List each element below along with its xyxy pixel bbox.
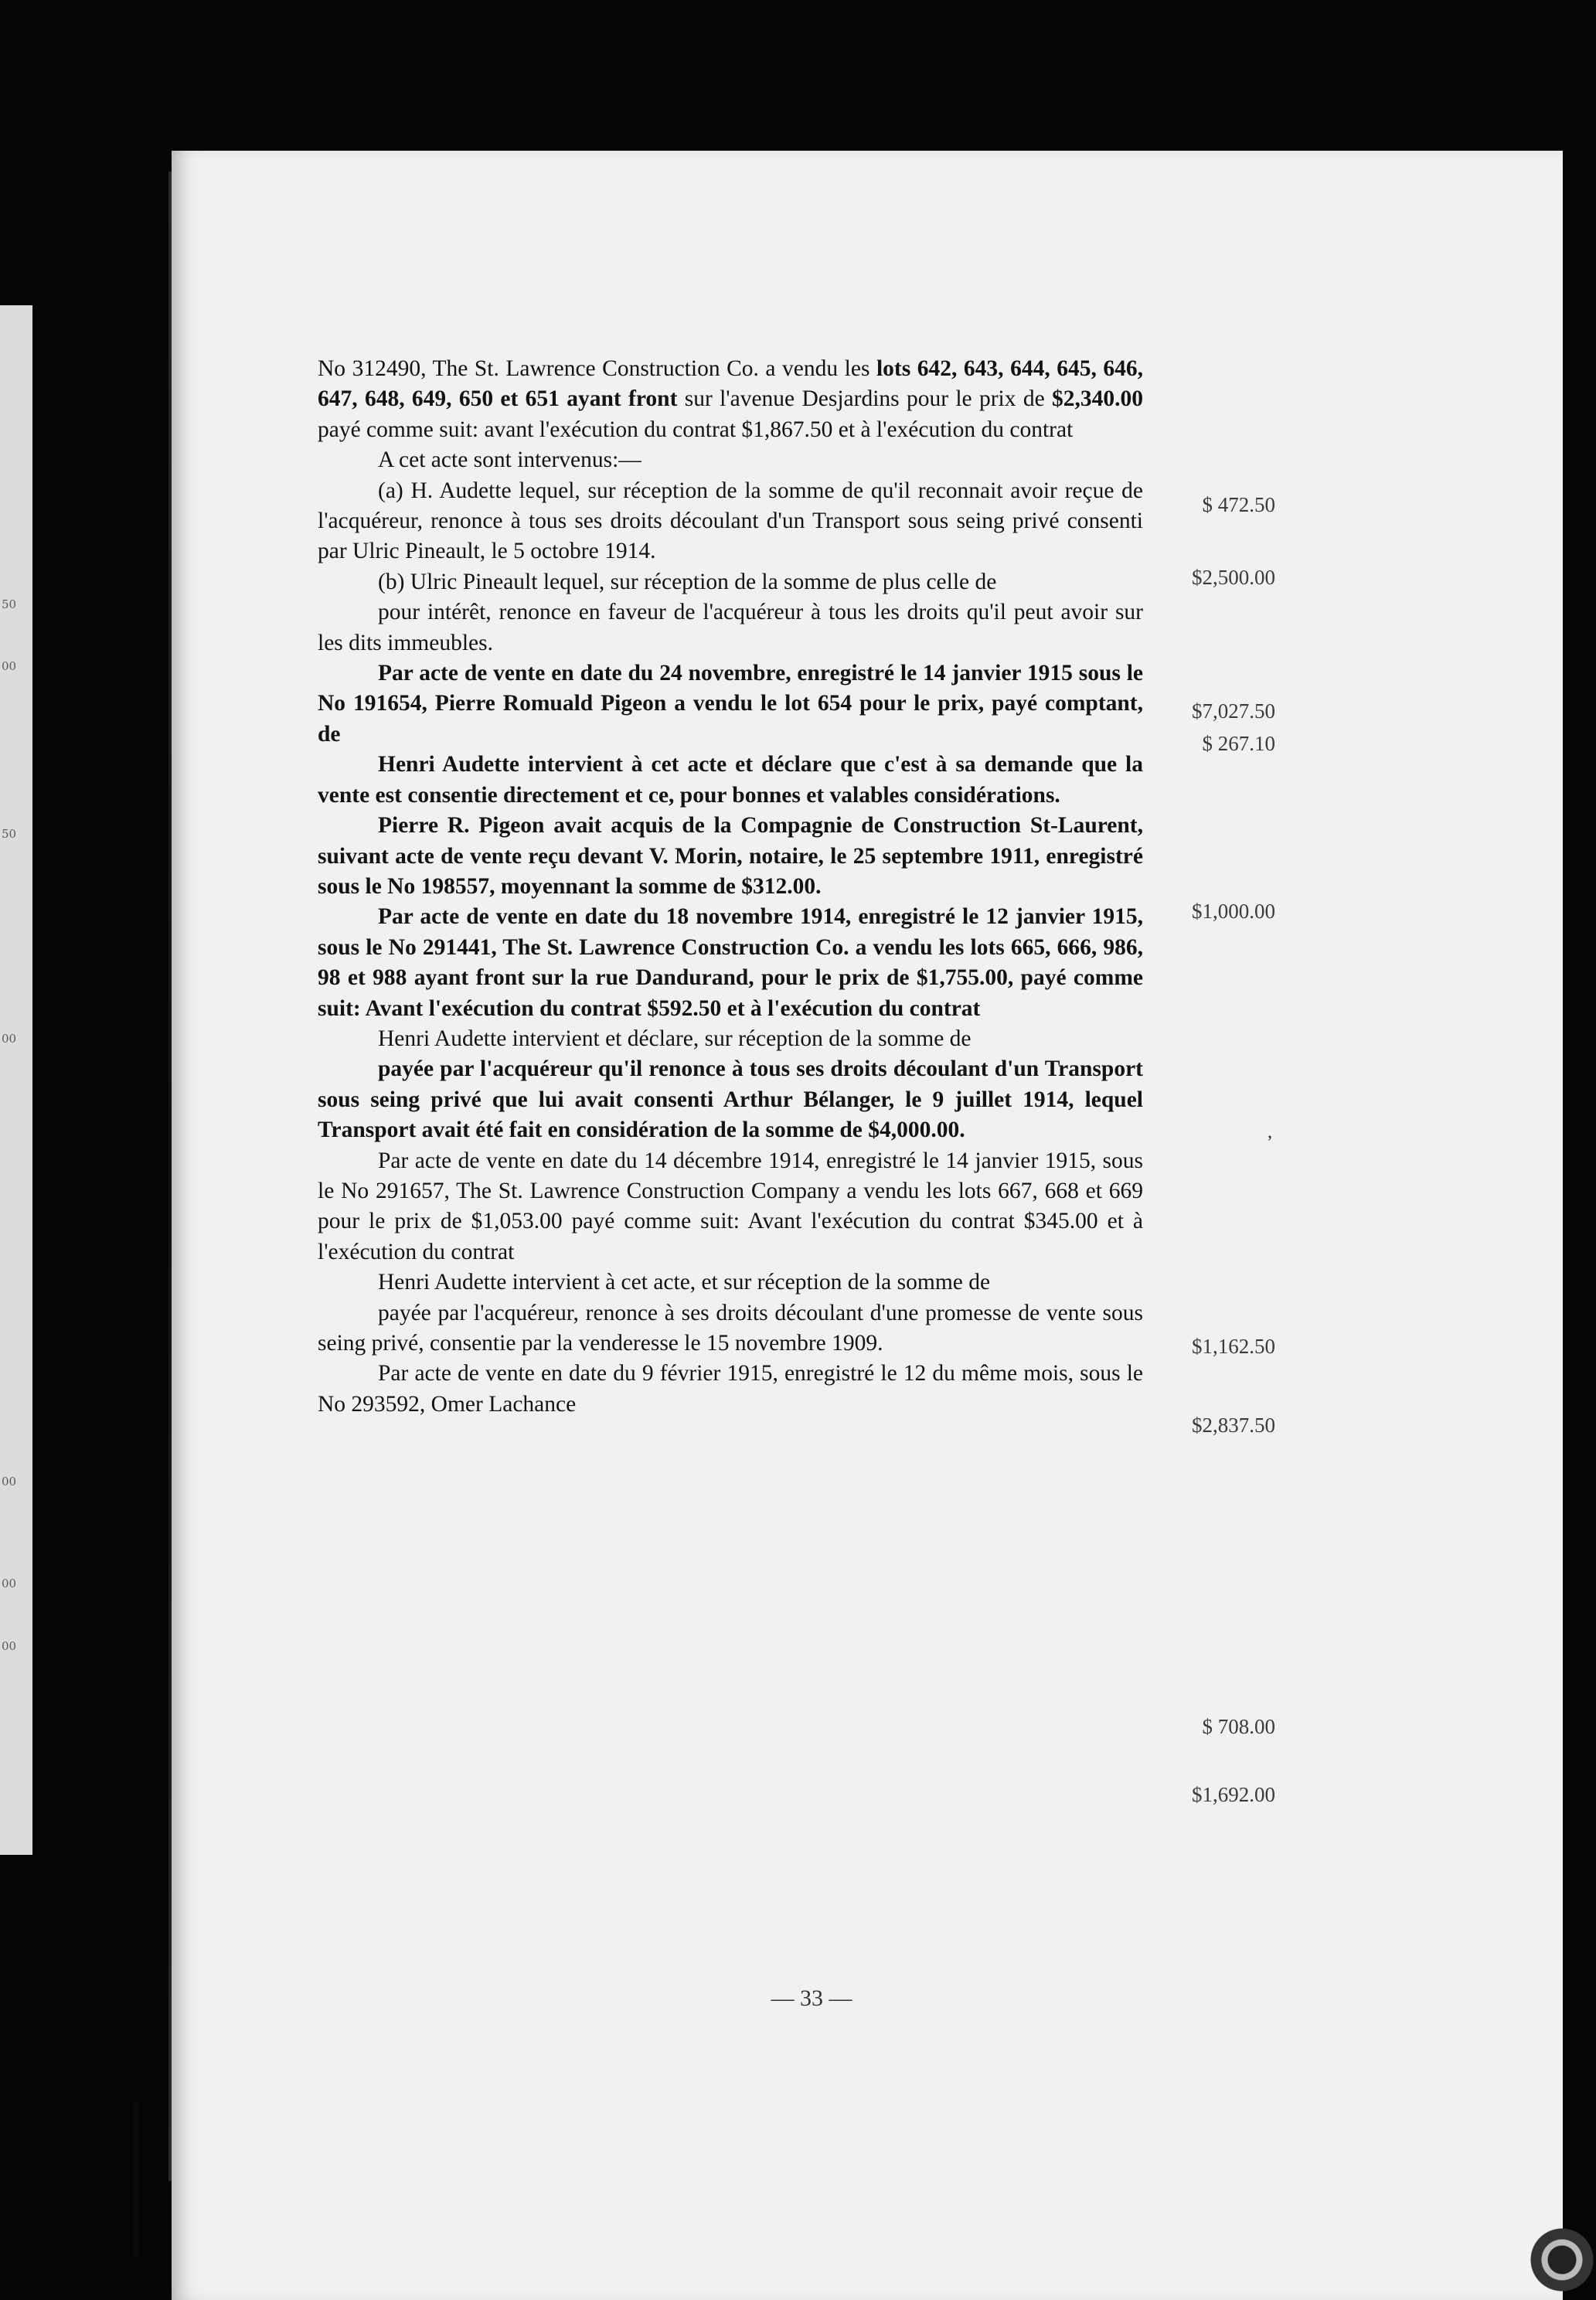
text-run: Par acte de vente en date du 18 novembre 1914, enregistré le 12 janvier 1915, sous le No 291441, The St. Lawrence Construction Co. a vendu les lots 665, 666, 986, 98 et 988 ayant front sur la rue Dandurand, pour le prix de $1,755.00, payé comme suit: Avant l'exécution du contrat $592.50 et à l'exécution du contrat: [318, 904, 1143, 1021]
text-run: (b) Ulric Pineault lequel, sur réception de la somme de plus celle de: [378, 569, 997, 594]
margin-tick: ,: [1268, 1122, 1272, 1142]
corner-ornament: [1511, 2200, 1596, 2300]
amount-value: $7,027.50: [1192, 699, 1275, 723]
text-run: (a) H. Audette lequel, sur réception de la somme de qu'il reconnait avoir reçue de l'acquéreur, renonce à tous ses droits découlant d'un Transport sous seing privé consenti par Ulric Pineault, le 5 octobre 1914.: [318, 478, 1143, 564]
text-run: pour intérêt, renonce en faveur de l'acquéreur à tous les droits qu'il peut avoir sur les dits immeubles.: [318, 600, 1143, 655]
text-run: payée par l'acquéreur qu'il renonce à tous ses droits découlant d'un Transport sous seing privé que lui avait consenti Arthur Bélanger, le 9 juillet 1914, lequel Transport avait été fait en considération de la somme de $4,000.00.: [318, 1056, 1143, 1143]
text-run: Par acte de vente en date du 9 février 1915, enregistré le 12 du même mois, sous le No 293592, Omer Lachance: [318, 1361, 1143, 1417]
adjacent-page-edge: [0, 305, 32, 1855]
text-run: No 312490, The St. Lawrence Construction Co. a vendu les: [318, 356, 876, 381]
paragraph: [318, 811, 1143, 902]
text-run: lots 642, 643, 644, 645, 646, 647, 648, 649, 650 et 651 ayant front: [318, 356, 1144, 412]
text-run: payé comme suit: avant l'exécution du contrat $1,867.50 et à l'exécution du contrat: [318, 417, 1074, 442]
amount-value: $2,500.00: [1192, 566, 1275, 589]
paragraph: [318, 476, 1143, 567]
paragraph: [318, 1267, 1143, 1298]
amount-value: $ 267.10: [1202, 732, 1275, 755]
margin-mark: 00: [2, 1475, 17, 1487]
amount-value: $1,000.00: [1192, 900, 1275, 923]
amount-value: $2,837.50: [1192, 1414, 1275, 1437]
text-run: sur l'avenue Desjardins pour le prix de: [677, 386, 1052, 412]
amount-value: $ 708.00: [1202, 1715, 1275, 1738]
paragraph: [318, 354, 1143, 445]
paragraph: [318, 902, 1143, 1024]
amount-value: $1,162.50: [1192, 1335, 1275, 1358]
amount-value: $ 472.50: [1202, 493, 1275, 516]
paragraph: [318, 445, 1143, 475]
amount-value: $1,692.00: [1192, 1783, 1275, 1806]
paragraph: [318, 1024, 1143, 1054]
paragraph: [318, 1298, 1143, 1359]
text-run: Par acte de vente en date du 24 novembre, enregistré le 14 janvier 1915 sous le No 191654, Pierre Romuald Pigeon a vendu le lot 654 pour le prix, payé comptant, de: [318, 661, 1143, 747]
text-run: $2,340.00: [1052, 386, 1143, 412]
paragraph: [318, 1146, 1143, 1268]
text-run: Par acte de vente en date du 14 décembre 1914, enregistré le 14 janvier 1915, sous le No 291657, The St. Lawrence Construction Company a vendu les lots 667, 668 et 669 pour le prix de $1,053.00 payé comme suit: Avant l'exécution du contrat $345.00 et à l'exécution du contrat: [318, 1148, 1143, 1264]
text-run: payée par l'acquéreur, renonce à ses droits découlant d'une promesse de vente sous seing privé, consentie par la venderesse le 15 novembre 1909.: [318, 1300, 1143, 1356]
margin-mark: 50: [2, 827, 17, 839]
page-number: — 33 —: [771, 1985, 852, 2011]
margin-mark: 00: [2, 1639, 17, 1652]
text-run: Henri Audette intervient et déclare, sur réception de la somme de: [378, 1026, 972, 1051]
text-run: Henri Audette intervient à cet acte, et sur réception de la somme de: [378, 1270, 991, 1295]
text-run: Pierre R. Pigeon avait acquis de la Compagnie de Construction St-Laurent, suivant acte de vente reçu devant V. Morin, notaire, le 25 septembre 1911, enregistré sous le No 198557, moyennant la somme de $312.00.: [318, 813, 1143, 899]
paragraph: [318, 1054, 1143, 1145]
margin-mark: 00: [2, 659, 17, 672]
margin-mark: 50: [2, 597, 17, 610]
paragraph: [318, 597, 1143, 658]
text-run: A cet acte sont intervenus:—: [378, 447, 641, 473]
text-run: Henri Audette intervient à cet acte et déclare que c'est à sa demande que la vente est consentie directement et ce, pour bonnes et valables considérations.: [318, 752, 1143, 808]
paragraph: [318, 750, 1143, 811]
page-body-text: [318, 354, 1143, 1420]
paragraph: [318, 658, 1143, 750]
paragraph: [318, 567, 1143, 597]
margin-mark: 00: [2, 1032, 17, 1044]
margin-mark: 00: [2, 1577, 17, 1589]
binding-edge: [133, 2102, 139, 2257]
paragraph: [318, 1359, 1143, 1420]
